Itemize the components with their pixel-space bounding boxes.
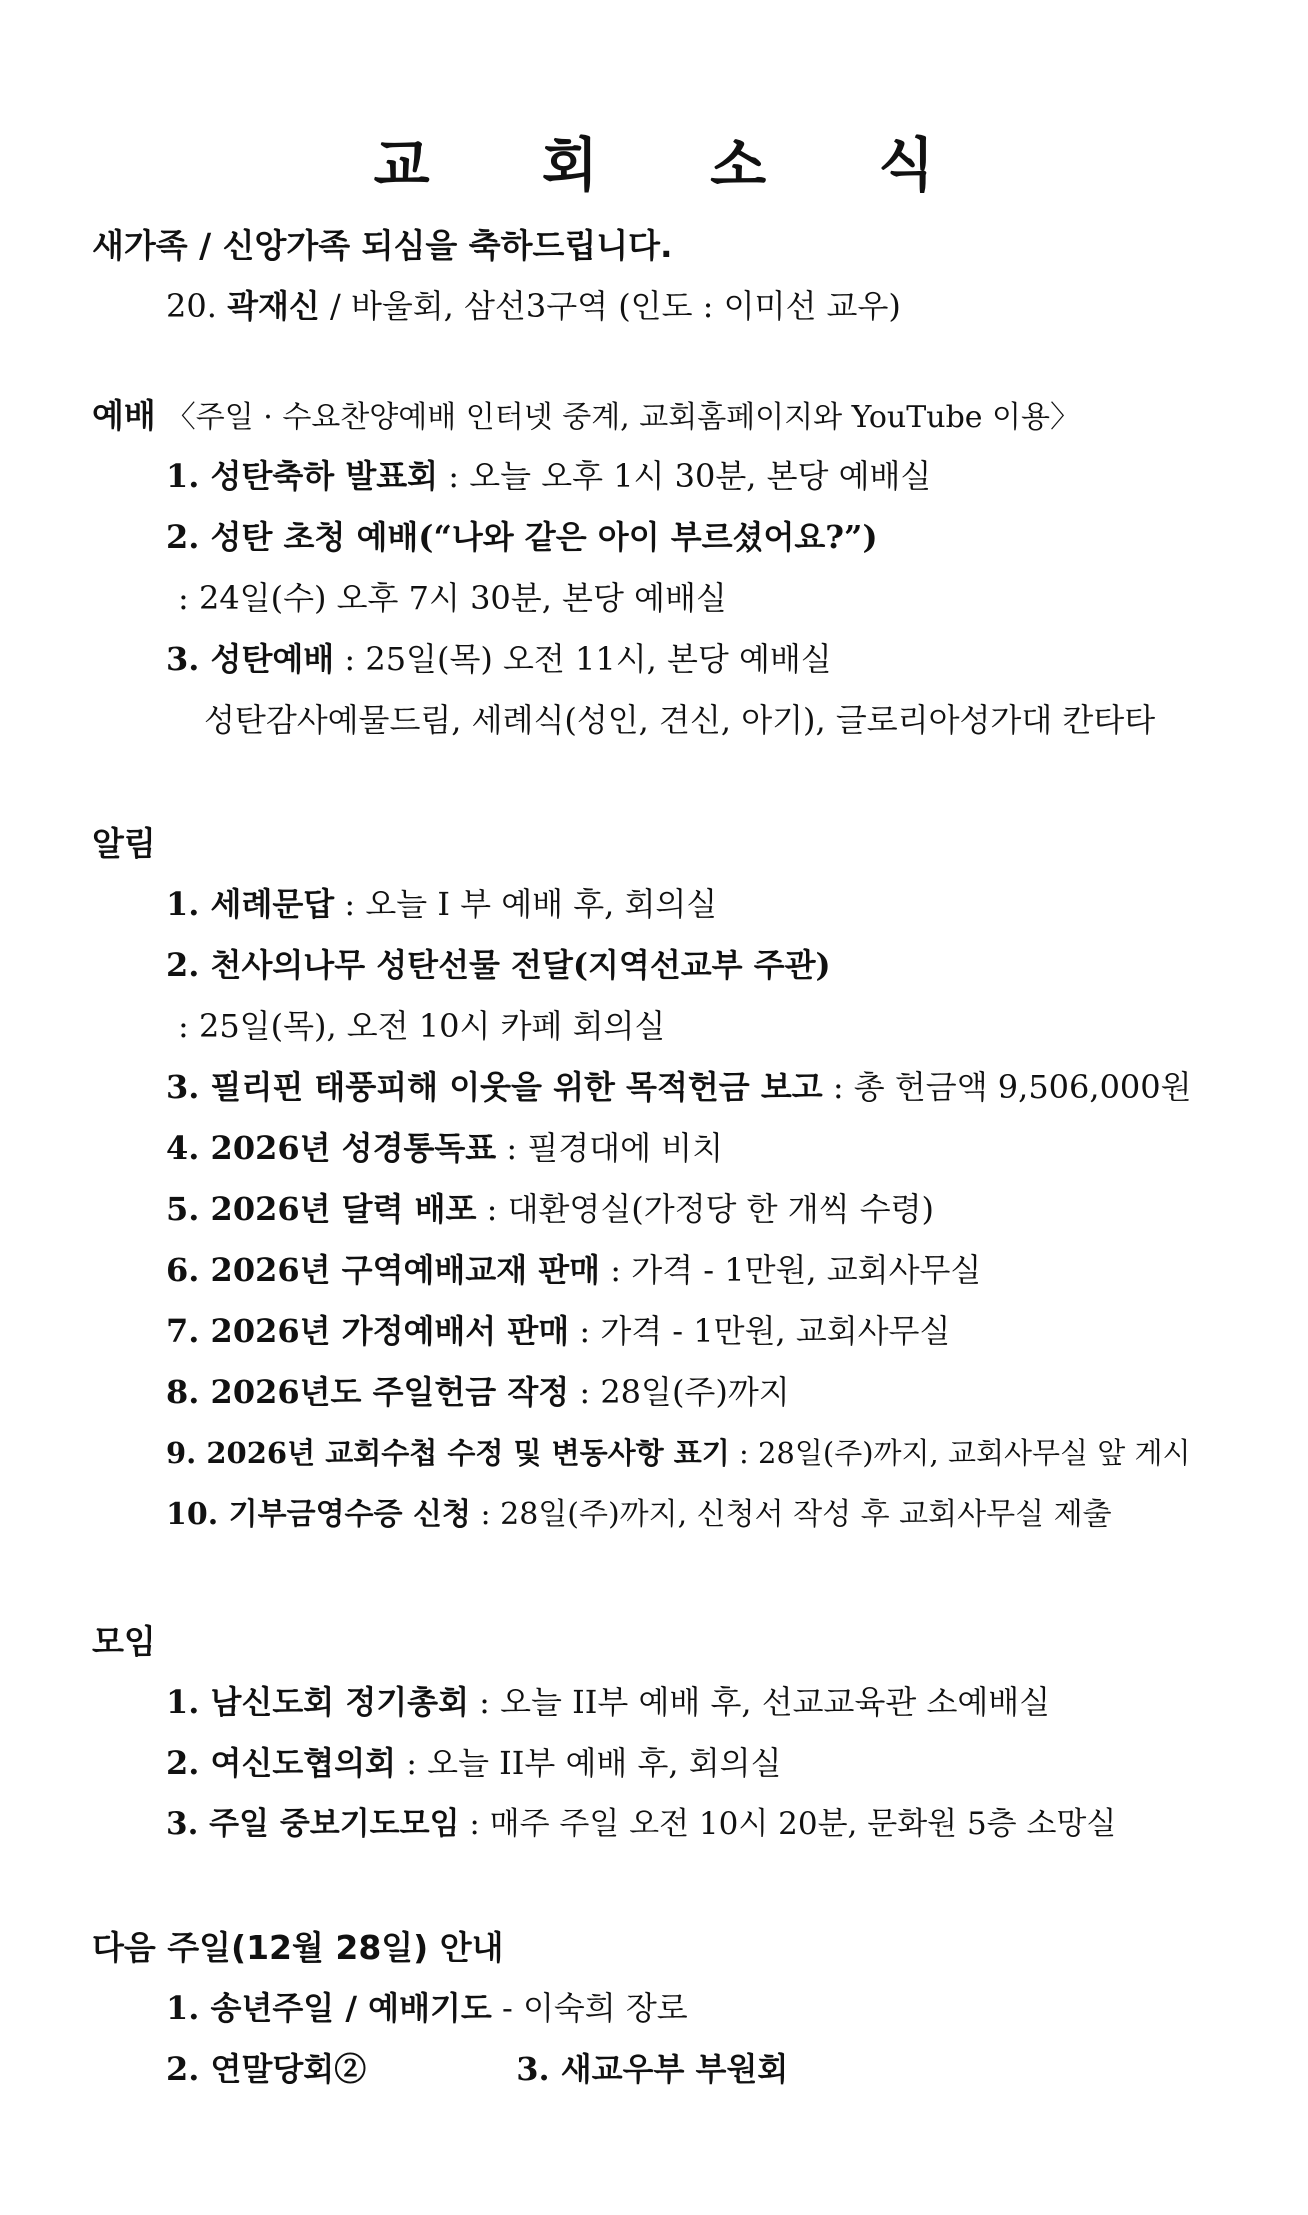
list-item: 1. 송년주일 / 예배기도 - 이숙희 장로 — [166, 1989, 688, 2027]
worship-note: 〈주일 · 수요찬양예배 인터넷 중계, 교회홈페이지와 YouTube 이용〉 — [165, 400, 1081, 435]
list-item: 6. 2026년 구역예배교재 판매 : 가격 - 1만원, 교회사무실 — [166, 1251, 982, 1289]
list-item: 성탄감사예물드림, 세례식(성인, 견신, 아기), 글로리아성가대 칸타타 — [204, 701, 1156, 739]
list-item: : 25일(목), 오전 10시 카페 회의실 — [178, 1007, 666, 1045]
section-heading-notices: 알림 — [92, 824, 156, 863]
new-family-name: 곽재신 — [227, 287, 320, 325]
list-item: 2. 연말당회② 3. 새교우부 부원회 — [166, 2050, 789, 2088]
section-next-sunday — [92, 1918, 1272, 2100]
list-item: 4. 2026년 성경통독표 : 필경대에 비치 — [166, 1129, 724, 1167]
section-notices — [92, 814, 1272, 1545]
list-item: 7. 2026년 가정예배서 판매 : 가격 - 1만원, 교회사무실 — [166, 1312, 951, 1350]
list-item: 8. 2026년도 주일헌금 작정 : 28일(주)까지 — [166, 1373, 790, 1411]
list-item: 5. 2026년 달력 배포 : 대환영실(가정당 한 개씩 수령) — [166, 1190, 935, 1228]
list-item: 2. 성탄 초청 예배(“나와 같은 아이 부르셨어요?”) — [166, 518, 878, 556]
section-meetings — [92, 1612, 1272, 1855]
section-new-family — [92, 216, 1272, 337]
list-item: 1. 남신도회 정기총회 : 오늘 II부 예배 후, 선교교육관 소예배실 — [166, 1683, 1051, 1721]
page-title: 교 회 소 식 — [373, 131, 981, 199]
section-heading-new-family: 새가족 / 신앙가족 되심을 축하드립니다. — [92, 226, 673, 265]
list-item: 10. 기부금영수증 신청 : 28일(주)까지, 신청서 작성 후 교회사무실 제출 — [166, 1497, 1112, 1532]
list-item: 9. 2026년 교회수첩 수정 및 변동사항 표기 : 28일(주)까지, 교회사무실 앞 게시 — [166, 1436, 1191, 1470]
list-item: 20. 곽재신 / 바울회, 삼선3구역 (인도 : 이미선 교우) — [166, 287, 901, 325]
list-item: 2. 천사의나무 성탄선물 전달(지역선교부 주관) — [166, 946, 831, 984]
section-worship — [92, 386, 1272, 751]
list-item: 1. 성탄축하 발표회 : 오늘 오후 1시 30분, 본당 예배실 — [166, 457, 932, 495]
section-heading-worship: 예배 〈주일 · 수요찬양예배 인터넷 중계, 교회홈페이지와 YouTube 이용〉 — [92, 396, 1081, 435]
list-item: 3. 성탄예배 : 25일(목) 오전 11시, 본당 예배실 — [166, 640, 832, 678]
list-item: 2. 여신도협의회 : 오늘 II부 예배 후, 회의실 — [166, 1744, 782, 1782]
list-item: 3. 주일 중보기도모임 : 매주 주일 오전 10시 20분, 문화원 5층 소망실 — [166, 1806, 1117, 1842]
list-item: 1. 세례문답 : 오늘 I 부 예배 후, 회의실 — [166, 885, 718, 923]
list-item: 3. 필리핀 태풍피해 이웃을 위한 목적헌금 보고 : 총 헌금액 9,506,000원 — [166, 1068, 1192, 1106]
list-item: : 24일(수) 오후 7시 30분, 본당 예배실 — [178, 579, 727, 617]
section-heading-next-sunday: 다음 주일(12월 28일) 안내 — [92, 1928, 504, 1967]
section-heading-meetings: 모임 — [92, 1622, 156, 1661]
